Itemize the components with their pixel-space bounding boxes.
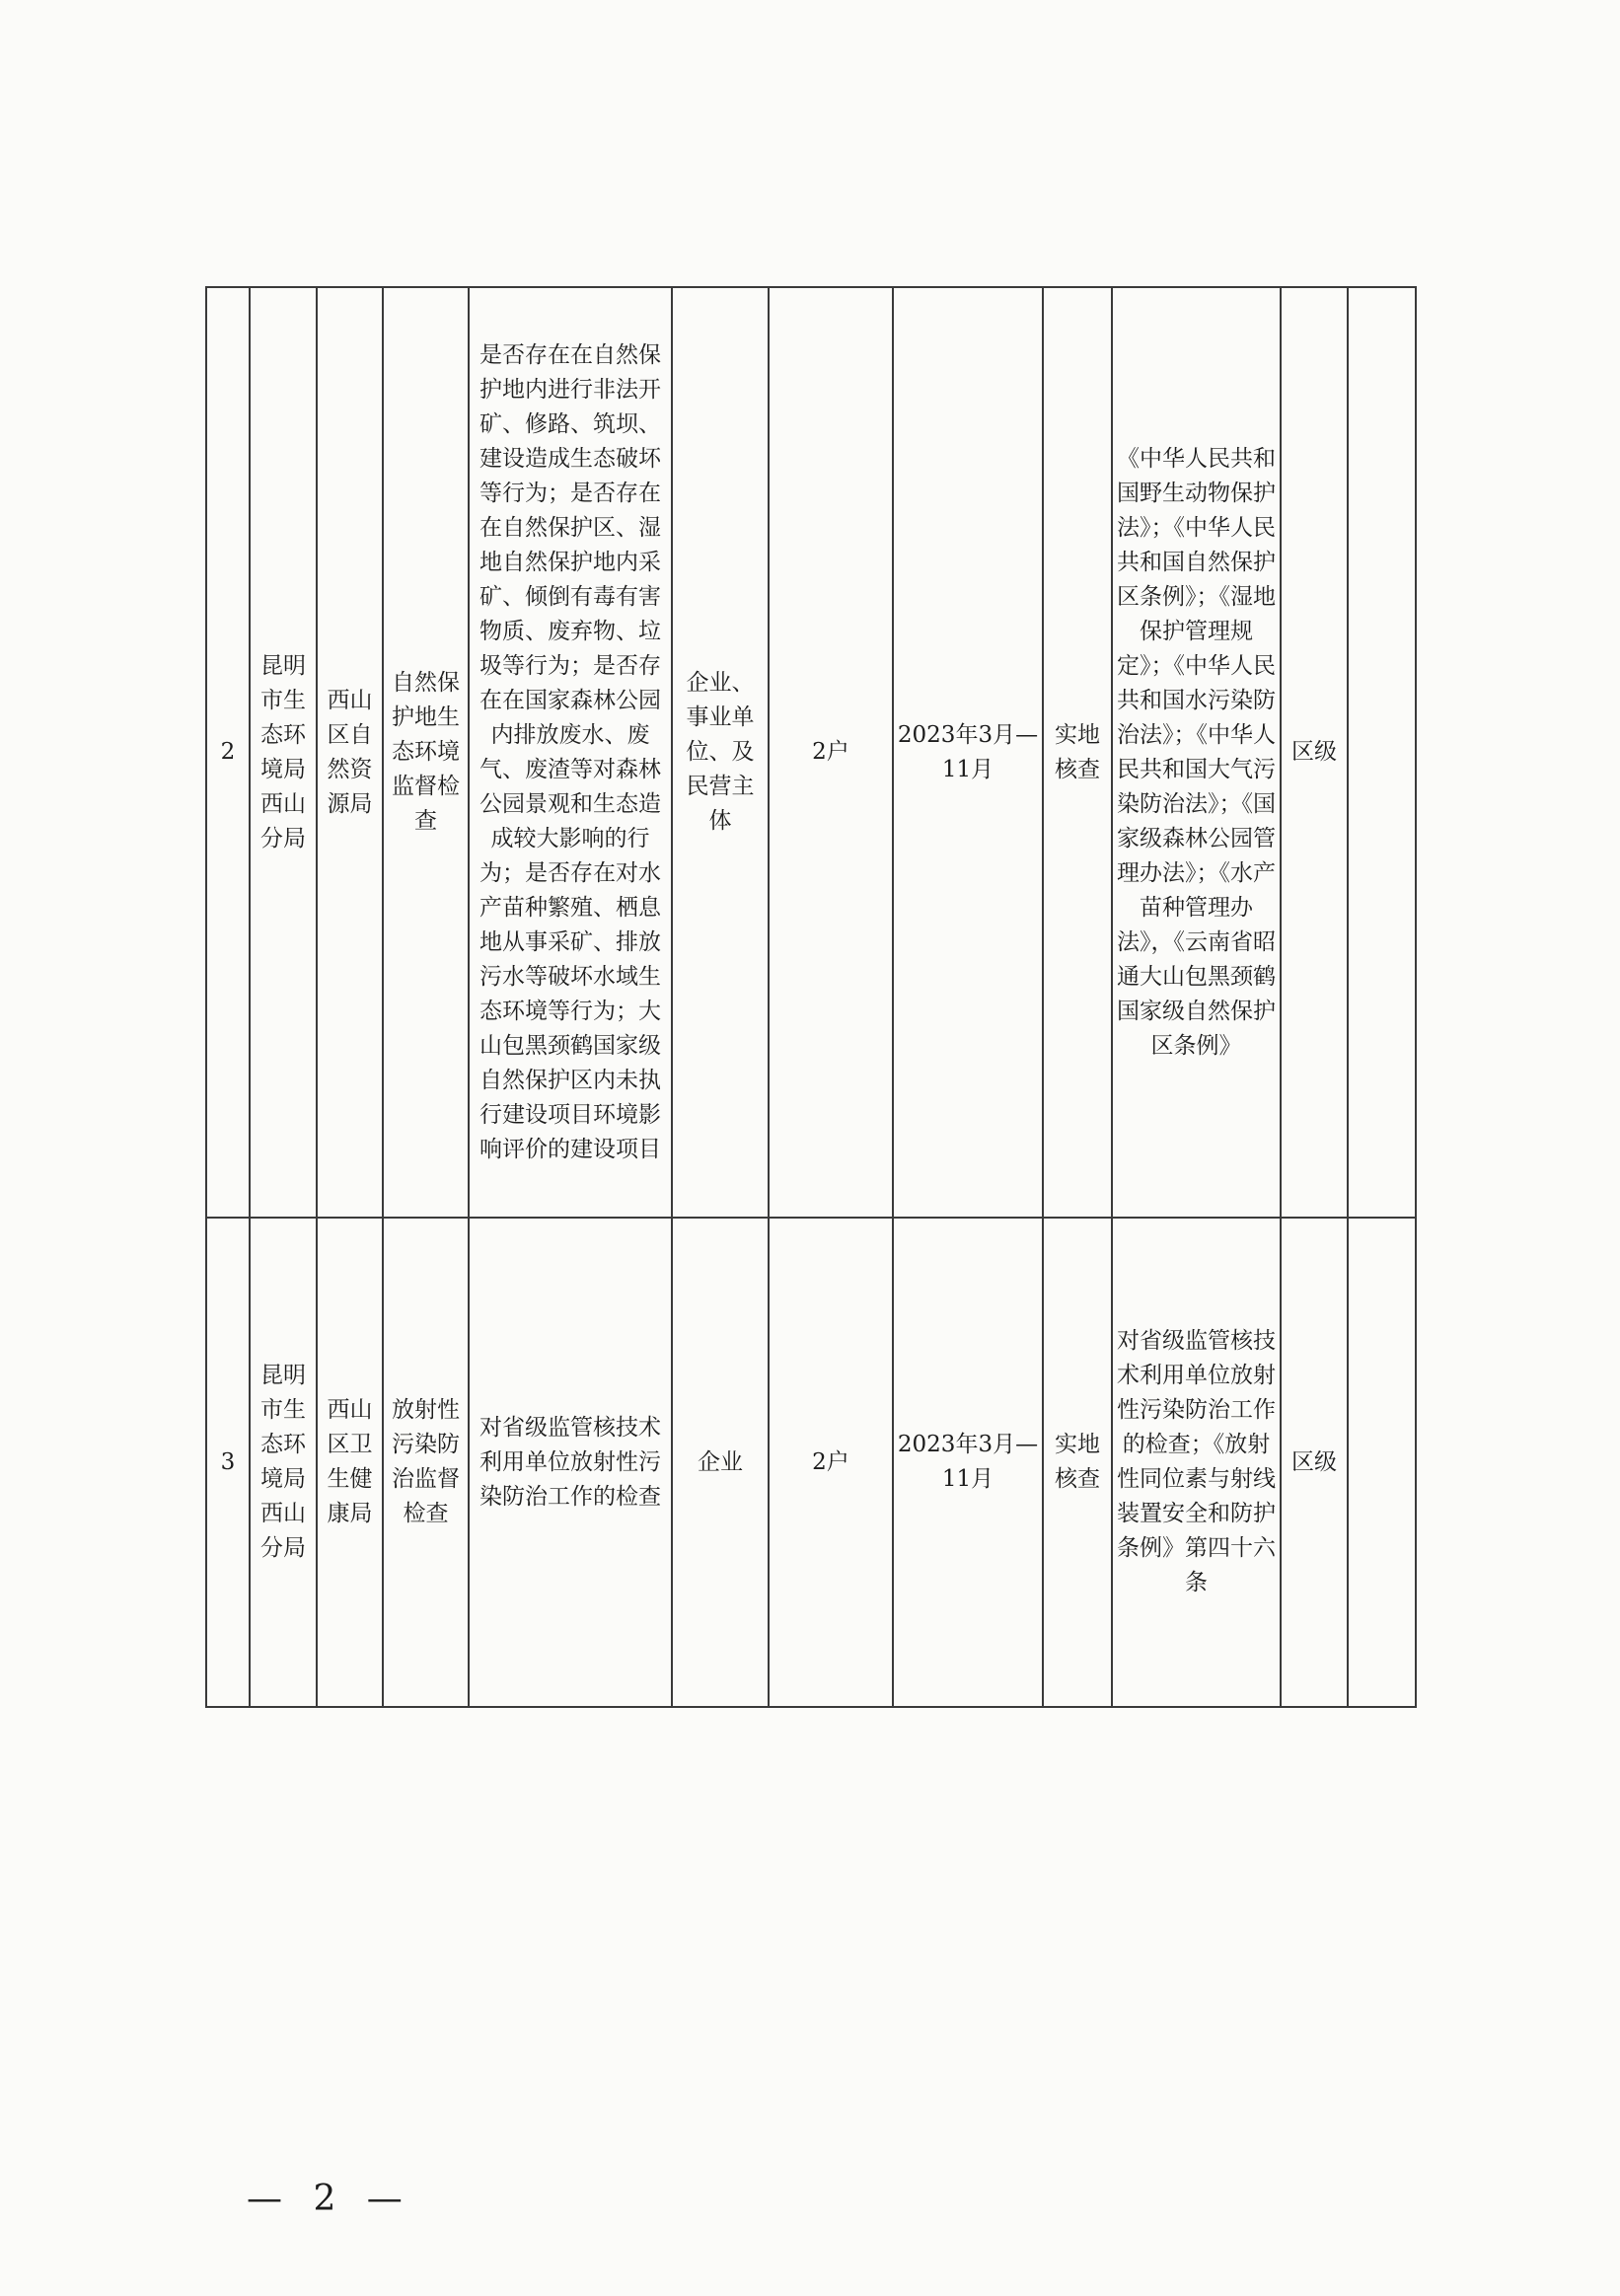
department-cell: 昆明市生态环境局西山分局 — [250, 1218, 317, 1707]
quantity-cell: 2户 — [769, 1218, 893, 1707]
level-cell: 区级 — [1281, 1218, 1348, 1707]
level-cell: 区级 — [1281, 287, 1348, 1218]
inspection-content-cell: 对省级监管核技术利用单位放射性污染防治工作的检查 — [469, 1218, 672, 1707]
table-row — [206, 1218, 1416, 1707]
row-index: 2 — [206, 287, 250, 1218]
inspection-table — [205, 286, 1417, 1708]
method-cell: 实地核查 — [1043, 1218, 1112, 1707]
quantity-cell: 2户 — [769, 287, 893, 1218]
inspection-item-cell: 自然保护地生态环境监督检查 — [383, 287, 469, 1218]
method-cell: 实地核查 — [1043, 287, 1112, 1218]
joint-department-cell: 西山区卫生健康局 — [317, 1218, 383, 1707]
department-cell: 昆明市生态环境局西山分局 — [250, 287, 317, 1218]
inspection-content-cell: 是否存在在自然保护地内进行非法开矿、修路、筑坝、建设造成生态破坏等行为；是否存在在自然保护区、湿地自然保护地内采矿、倾倒有毒有害物质、废弃物、垃圾等行为；是否存在在国家森林公园内排放废水、废气、废渣等对森林公园景观和生态造成较大影响的行为；是否存在对水产苗种繁殖、栖息地从事采矿、排放污水等破坏水域生态环境等行为；大山包黑颈鹤国家级自然保护区内未执行建设项目环境影响评价的建设项目 — [469, 287, 672, 1218]
joint-department-cell: 西山区自然资源局 — [317, 287, 383, 1218]
legal-basis-cell: 对省级监管核技术利用单位放射性污染防治工作的检查；《放射性同位素与射线装置安全和防护条例》第四十六条 — [1112, 1218, 1281, 1707]
inspection-object-cell: 企业、事业单位、及民营主体 — [672, 287, 769, 1218]
period-cell: 2023年3月—11月 — [893, 1218, 1043, 1707]
remark-cell — [1348, 1218, 1416, 1707]
page-number: — 2 — — [247, 2179, 412, 2219]
inspection-object-cell: 企业 — [672, 1218, 769, 1707]
period-cell: 2023年3月—11月 — [893, 287, 1043, 1218]
row-index: 3 — [206, 1218, 250, 1707]
legal-basis-cell: 《中华人民共和国野生动物保护法》；《中华人民共和国自然保护区条例》；《湿地保护管理规定》；《中华人民共和国水污染防治法》；《中华人民共和国大气污染防治法》；《国家级森林公园管理办法》；《水产苗种管理办法》，《云南省昭通大山包黑颈鹤国家级自然保护区条例》 — [1112, 287, 1281, 1218]
remark-cell — [1348, 287, 1416, 1218]
table-row — [206, 287, 1416, 1218]
inspection-item-cell: 放射性污染防治监督检查 — [383, 1218, 469, 1707]
